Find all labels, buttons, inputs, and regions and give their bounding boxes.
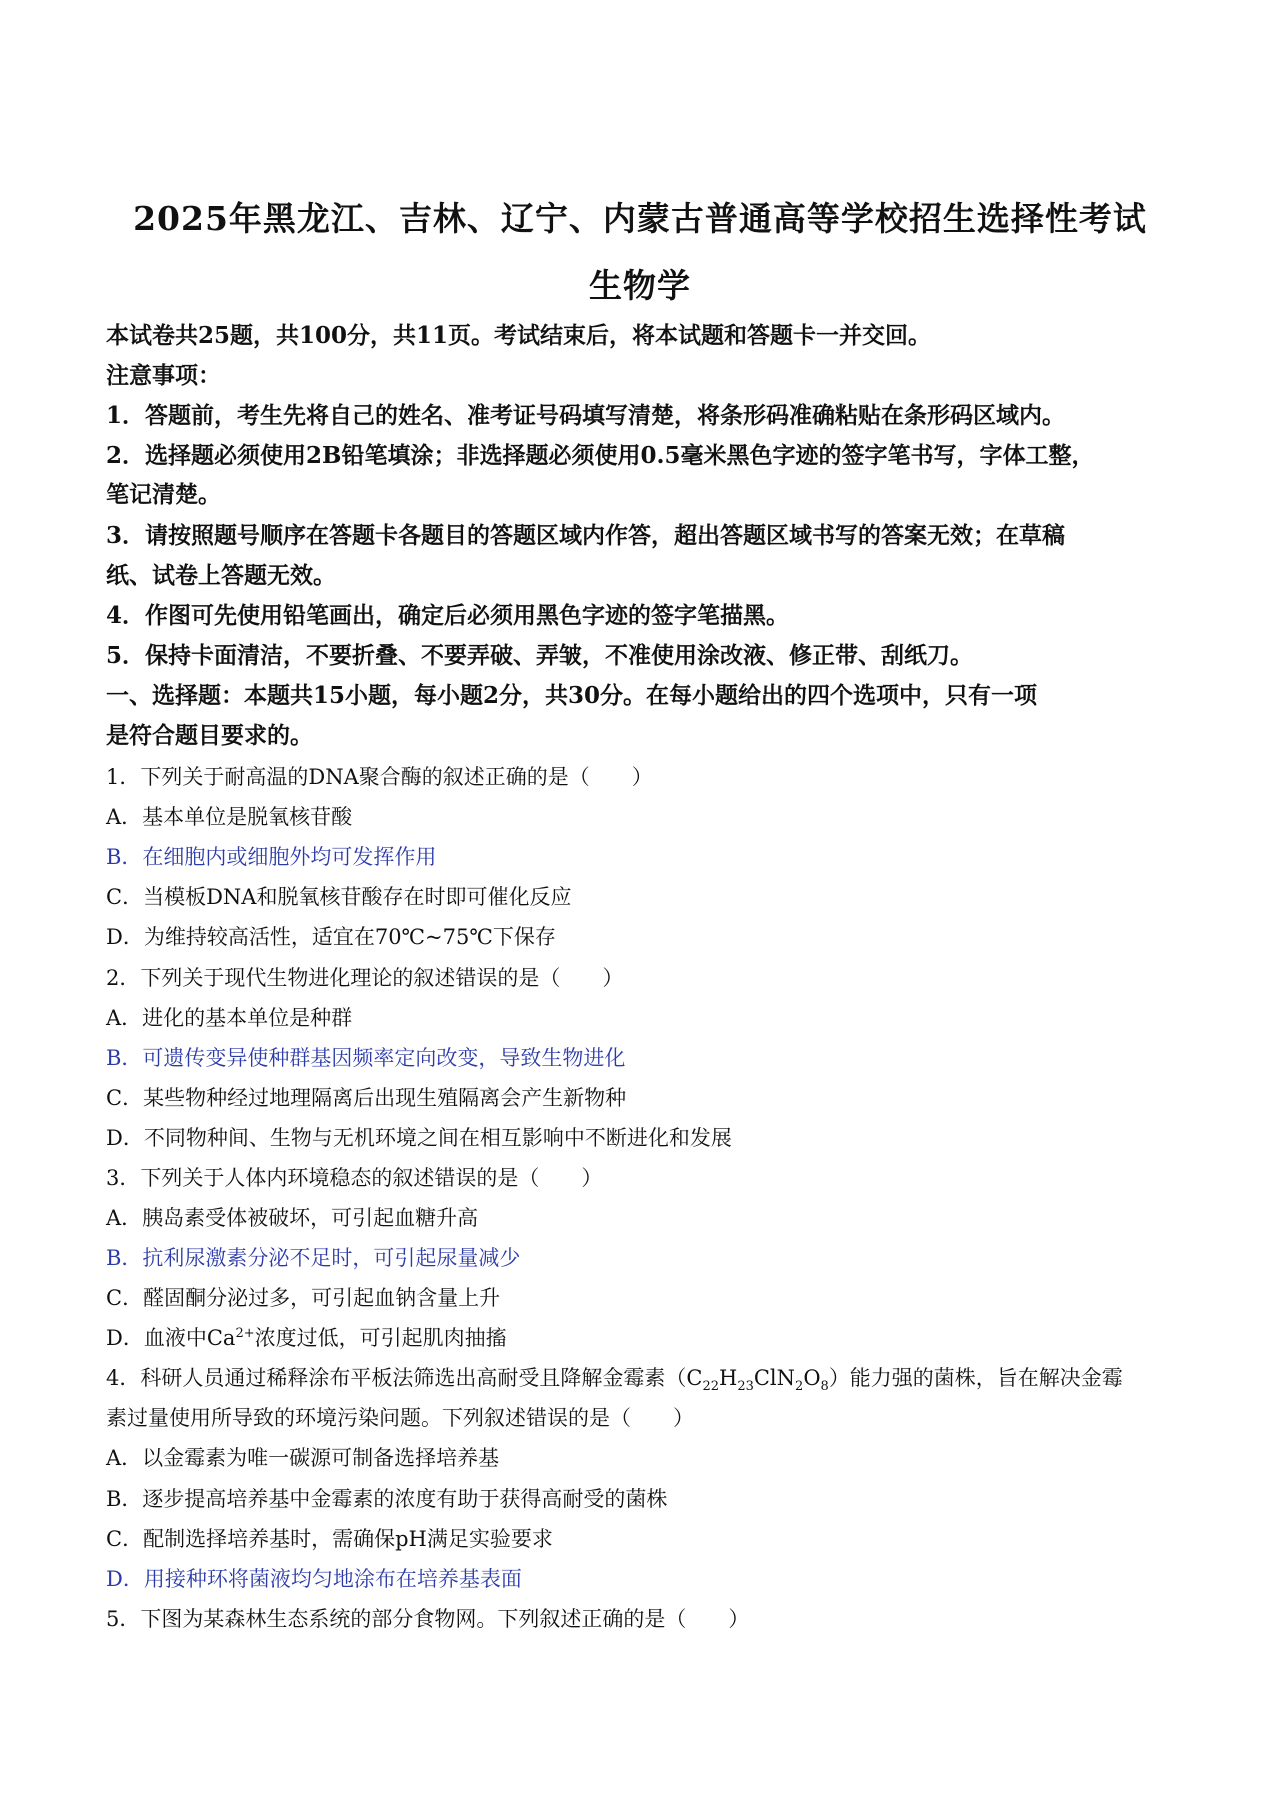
notice-item: 纸、试卷上答题无效。 [106, 562, 336, 589]
question-2-option-a: A．进化的基本单位是种群 [106, 1006, 353, 1030]
notice-item: 笔记清楚。 [106, 481, 221, 508]
question-4-option-a: A．以金霉素为唯一碳源可制备选择培养基 [106, 1446, 500, 1470]
question-4-stem: 4．科研人员通过稀释涂布平板法筛选出高耐受且降解金霉素$(C_{22}H_{23}ClN_2O_8)$能力强的菌株，旨在解决金霉 [106, 1366, 1123, 1395]
question-2-option-b: B．可遗传变异使种群基因频率定向改变，导致生物进化 [106, 1046, 626, 1070]
question-3-option-d: D．血液中$Ca^{2+}$浓度过低，可引起肌肉抽搐 [106, 1326, 507, 1350]
notice-item: 3．请按照题号顺序在答题卡各题目的答题区域内作答，超出答题区域书写的答案无效；在草稿 [106, 522, 1066, 549]
question-5-stem: 5．下图为某森林生态系统的部分食物网。下列叙述正确的是（ ） [106, 1607, 750, 1631]
exam-title: 2025年黑龙江、吉林、辽宁、内蒙古普通高等学校招生选择性考试 [133, 199, 1147, 238]
question-4-option-c: C．配制选择培养基时，需确保pH满足实验要求 [106, 1527, 553, 1551]
question-4-option-d: D．用接种环将菌液均匀地涂布在培养基表面 [106, 1567, 522, 1591]
intro-text: 本试卷共25题，共100分，共11页。考试结束后，将本试题和答题卡一并交回。 [106, 322, 932, 349]
notice-title: 注意事项： [106, 362, 221, 389]
question-3-stem: 3．下列关于人体内环境稳态的叙述错误的是（ ） [106, 1166, 603, 1190]
section-heading: 是符合题目要求的。 [106, 722, 313, 749]
notice-item: 1．答题前，考生先将自己的姓名、准考证号码填写清楚，将条形码准确粘贴在条形码区域内。 [106, 402, 1066, 429]
question-1-stem: 1．下列关于耐高温的DNA聚合酶的叙述正确的是（ ） [106, 765, 653, 789]
section-heading: 一、选择题：本题共15小题，每小题2分，共30分。在每小题给出的四个选项中，只有一项 [106, 682, 1038, 709]
notice-item: 4．作图可先使用铅笔画出，确定后必须用黑色字迹的签字笔描黑。 [106, 602, 790, 629]
question-1-option-d: D．为维持较高活性，适宜在70℃~75℃下保存 [106, 925, 556, 949]
question-2-stem: 2．下列关于现代生物进化理论的叙述错误的是（ ） [106, 966, 624, 990]
question-1-option-a: A．基本单位是脱氧核苷酸 [106, 805, 353, 829]
question-4-option-b: B．逐步提高培养基中金霉素的浓度有助于获得高耐受的菌株 [106, 1487, 668, 1511]
notice-item: 2．选择题必须使用2B铅笔填涂；非选择题必须使用0.5毫米黑色字迹的签字笔书写，字体工整， [106, 442, 1095, 469]
question-3-option-a: A．胰岛素受体被破坏，可引起血糖升高 [106, 1206, 479, 1230]
question-1-option-c: C．当模板DNA和脱氧核苷酸存在时即可催化反应 [106, 885, 572, 909]
question-2-option-c: C．某些物种经过地理隔离后出现生殖隔离会产生新物种 [106, 1086, 627, 1110]
subject-title: 生物学 [589, 266, 691, 305]
question-2-option-d: D．不同物种间、生物与无机环境之间在相互影响中不断进化和发展 [106, 1126, 732, 1150]
question-1-option-b: B．在细胞内或细胞外均可发挥作用 [106, 845, 437, 869]
question-3-option-c: C．醛固酮分泌过多，可引起血钠含量上升 [106, 1286, 501, 1310]
notice-item: 5．保持卡面清洁，不要折叠、不要弄破、弄皱，不准使用涂改液、修正带、刮纸刀。 [106, 642, 974, 669]
question-4-stem-continued: 素过量使用所导致的环境污染问题。下列叙述错误的是（ ） [106, 1406, 694, 1430]
question-3-option-b: B．抗利尿激素分泌不足时，可引起尿量减少 [106, 1246, 521, 1270]
